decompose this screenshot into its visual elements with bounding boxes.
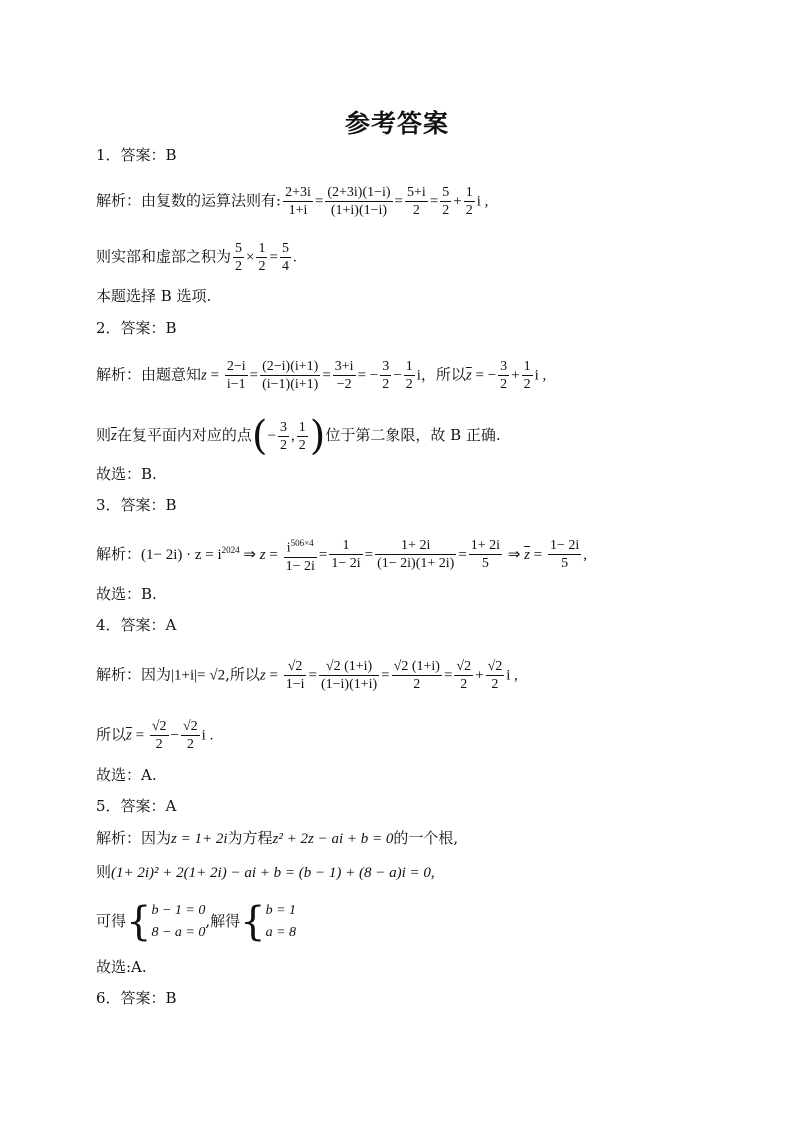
q1-product: 则实部和虚部之积为 $\frac{5}{2}$ × $\frac{1}{2}$ = $\frac{5}{4}$ . (96, 241, 297, 274)
q1-answer: 1．答案：B (96, 146, 177, 164)
q5-analysis: 解析：因为z = 1+ 2i为方程z² + 2z − ai + b = 0的一个根, (96, 829, 459, 847)
q2-analysis: 解析：由题意知z = $\frac{2-i}{i-1}$ = $\frac{(2-i)(i+1)}{(i-1)(i+1)}$ = $\frac{3+i}{-2}$ = − $\frac{3}{2}$ − $\frac{1}{2}$ i，所以$\overline{z}$ = − $\frac{3}{2}$ + $\frac{1}{2}$ i , (96, 359, 547, 392)
q5-answer: 5．答案：A (96, 797, 177, 815)
q5-substitute: 则(1+ 2i)² + 2(1+ 2i) − ai + b = (b − 1) + (8 − a)i = 0, (96, 863, 435, 881)
q2-conclusion: 故选：B. (96, 465, 157, 483)
q3-analysis: 解析：$(1- 2i) \cdot z = i^{2024}$ ⇒ z = $\frac{i^{506\times 4}}{1- 2i}$ = $\frac{1}{1- 2i}$ = $\frac{1+ 2i}{(1- 2i)(1+ 2i)}$ = $\frac{1+ 2i}{5}$ ⇒ $\overline{z}$ = $\frac{1- 2i}{5}$ , (96, 535, 587, 575)
q1-conclusion: 本题选择 B 选项. (96, 287, 212, 305)
q3-answer: 3．答案：B (96, 496, 177, 514)
q1-analysis: 解析：由复数的运算法则有: $\frac{2+3i}{1+i}$ = $\frac{(2+3i)(1-i)}{(1+i)(1-i)}$ = $\frac{5+i}{2}$ = $\frac{5}{2}$ + $\frac{1}{2}$ i , (96, 185, 489, 218)
q5-conclusion: 故选:A. (96, 958, 147, 976)
q5-systems: 可得{ b − 1 = 0 8 − a = 0 ,解得{ b = 1 a = 8 (96, 899, 297, 945)
q4-analysis: 解析：因为|1+i|= √2,所以z = $\frac{√2}{1-i}$ = $\frac{√2 (1+i)}{(1-i)(1+i)}$ = $\frac{√2 (1+i)}{2}$ = $\frac{√2}{2}$ + $\frac{√2}{2}$ i , (96, 659, 518, 692)
q3-conclusion: 故选：B. (96, 585, 157, 603)
q6-answer: 6．答案：B (96, 989, 177, 1007)
q2-point: 则$\overline{z}$在复平面内对应的点(− $\frac{3}{2}$ , $\frac{1}{2}$ )位于第二象限，故 B 正确. (96, 413, 501, 459)
q2-answer: 2．答案：B (96, 319, 177, 337)
q4-conjugate: 所以$\overline{z}$ = $\frac{√2}{2}$ − $\frac{√2}{2}$ i . (96, 719, 214, 752)
page-title: 参考答案 (344, 109, 449, 138)
q4-conclusion: 故选：A. (96, 766, 157, 784)
q4-answer: 4．答案：A (96, 616, 177, 634)
